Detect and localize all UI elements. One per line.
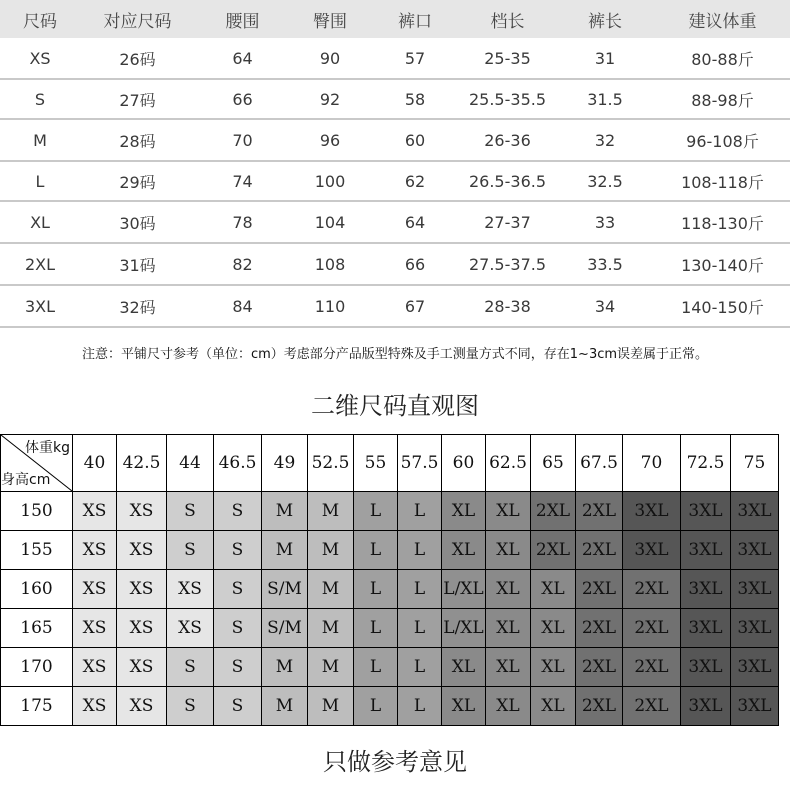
grid-row: [1, 570, 779, 609]
weight-header-cell: 75: [731, 435, 779, 492]
cell-hip: 108: [314, 254, 346, 274]
grid-size-cell: L: [354, 648, 398, 687]
cell-hip: 100: [314, 171, 346, 191]
size-table-row: [0, 80, 790, 120]
cell-suggested-weight: 108-118斤: [681, 172, 764, 192]
cell-leg-opening: 67: [404, 296, 426, 316]
cell-pants-length: 32.5: [587, 171, 623, 191]
cell-rise: 26-36: [484, 130, 531, 150]
grid-size-cell: XS: [117, 648, 167, 687]
grid-size-cell: XL: [442, 492, 486, 531]
cell-suggested-weight: 96-108斤: [686, 131, 759, 151]
grid-size-cell: 3XL: [681, 609, 731, 648]
grid-size-cell: 3XL: [731, 492, 779, 531]
footer-note: 只做参考意见: [323, 748, 467, 776]
grid-size-cell: M: [262, 492, 308, 531]
weight-header-cell: 46.5: [214, 435, 262, 492]
grid-row: [1, 687, 779, 726]
cell-size: L: [35, 171, 45, 191]
cell-rise: 27.5-37.5: [468, 254, 547, 274]
grid-size-cell: 3XL: [731, 609, 779, 648]
grid-size-cell: L: [398, 648, 442, 687]
cell-pants-length: 33: [594, 212, 616, 232]
cell-rise: 25.5-35.5: [468, 89, 547, 109]
grid-header-row: [1, 435, 779, 492]
grid-size-cell: 3XL: [681, 648, 731, 687]
size-table-row: [0, 286, 790, 328]
grid-size-cell: L: [398, 609, 442, 648]
grid-size-cell: L: [354, 687, 398, 726]
grid-size-cell: XL: [442, 687, 486, 726]
height-header-cell: 165: [1, 609, 73, 648]
grid-size-cell: XS: [117, 609, 167, 648]
cell-leg-opening: 62: [404, 171, 426, 191]
cell-waist: 70: [232, 130, 253, 150]
cell-leg-opening: 64: [404, 212, 426, 232]
cell-equivalent-size: 32码: [119, 297, 156, 317]
header-rise: 档长: [490, 11, 525, 32]
grid-size-cell: L: [354, 492, 398, 531]
cell-size: XS: [29, 48, 51, 68]
header-hip: 臀围: [313, 11, 347, 32]
weight-header-cell: 44: [167, 435, 214, 492]
cell-suggested-weight: 88-98斤: [691, 90, 754, 110]
grid-size-cell: XL: [531, 570, 576, 609]
grid-size-cell: XL: [442, 531, 486, 570]
cell-pants-length: 32: [594, 130, 616, 150]
grid-row: [1, 531, 779, 570]
grid-size-cell: XS: [73, 531, 117, 570]
size-table-row: [0, 162, 790, 202]
grid-size-cell: XS: [117, 687, 167, 726]
weight-header-cell: 57.5: [398, 435, 442, 492]
cell-waist: 74: [232, 171, 253, 191]
height-header-cell: 170: [1, 648, 73, 687]
grid-size-cell: XL: [486, 687, 531, 726]
cell-equivalent-size: 31码: [119, 255, 156, 275]
cell-suggested-weight: 130-140斤: [681, 255, 764, 275]
grid-size-cell: XS: [117, 531, 167, 570]
weight-header-cell: 49: [262, 435, 308, 492]
height-header-cell: 175: [1, 687, 73, 726]
weight-header-cell: 72.5: [681, 435, 731, 492]
grid-size-cell: L: [354, 531, 398, 570]
weight-header-cell: 60: [442, 435, 486, 492]
cell-hip: 90: [319, 48, 341, 68]
grid-size-cell: 2XL: [576, 492, 623, 531]
cell-size: 3XL: [24, 296, 56, 316]
grid-size-cell: L: [354, 570, 398, 609]
grid-size-cell: 3XL: [731, 687, 779, 726]
cell-size: 2XL: [24, 254, 56, 274]
cell-size: XL: [30, 212, 50, 232]
grid-size-cell: XS: [117, 570, 167, 609]
grid-size-cell: S: [214, 492, 262, 531]
grid-size-cell: S: [214, 570, 262, 609]
cell-size: M: [33, 130, 47, 150]
size-table-row: [0, 244, 790, 286]
grid-size-cell: XL: [531, 648, 576, 687]
size-table-header: [0, 0, 790, 38]
grid-size-cell: XL: [486, 492, 531, 531]
grid-size-cell: L: [398, 531, 442, 570]
grid-size-cell: M: [308, 492, 354, 531]
grid-size-cell: 3XL: [623, 492, 681, 531]
cell-waist: 82: [232, 254, 253, 274]
header-pants-length: 裤长: [588, 11, 622, 32]
size-grid: [0, 434, 779, 726]
header-size: 尺码: [23, 11, 57, 32]
cell-leg-opening: 58: [404, 89, 426, 109]
grid-size-cell: M: [308, 531, 354, 570]
grid-size-cell: XS: [167, 570, 214, 609]
weight-header-cell: 67.5: [576, 435, 623, 492]
grid-size-cell: 2XL: [623, 609, 681, 648]
size-table-row: [0, 38, 790, 80]
header-equivalent-size: 对应尺码: [103, 11, 172, 32]
grid-size-cell: 3XL: [681, 531, 731, 570]
grid-size-cell: 2XL: [623, 648, 681, 687]
grid-size-cell: 2XL: [576, 648, 623, 687]
grid-size-cell: S: [214, 687, 262, 726]
height-header-cell: 160: [1, 570, 73, 609]
size-table-row: [0, 202, 790, 244]
grid-row: [1, 492, 779, 531]
grid-size-cell: 2XL: [576, 531, 623, 570]
grid-size-cell: S: [214, 609, 262, 648]
grid-size-cell: L: [398, 492, 442, 531]
grid-size-cell: XS: [73, 570, 117, 609]
grid-size-cell: S: [167, 492, 214, 531]
grid-size-cell: M: [308, 609, 354, 648]
cell-pants-length: 34: [594, 296, 616, 316]
height-header-cell: 155: [1, 531, 73, 570]
cell-suggested-weight: 80-88斤: [691, 49, 754, 69]
cell-hip: 104: [314, 212, 346, 232]
weight-header-cell: 52.5: [308, 435, 354, 492]
grid-size-cell: 3XL: [681, 492, 731, 531]
weight-header-cell: 40: [73, 435, 117, 492]
cell-waist: 84: [232, 296, 253, 316]
grid-size-cell: XS: [167, 609, 214, 648]
cell-suggested-weight: 140-150斤: [681, 297, 764, 317]
grid-size-cell: L/XL: [442, 570, 486, 609]
grid-size-cell: XS: [117, 492, 167, 531]
cell-rise: 25-35: [484, 48, 531, 68]
cell-leg-opening: 66: [404, 254, 426, 274]
cell-rise: 26.5-36.5: [468, 171, 547, 191]
grid-size-cell: XS: [73, 492, 117, 531]
grid-corner-cell: [1, 435, 73, 492]
grid-size-cell: M: [308, 687, 354, 726]
header-leg-opening: 裤口: [398, 11, 432, 32]
height-header-cell: 150: [1, 492, 73, 531]
cell-waist: 66: [232, 89, 253, 109]
cell-pants-length: 33.5: [587, 254, 623, 274]
grid-size-cell: M: [308, 570, 354, 609]
weight-header-cell: 65: [531, 435, 576, 492]
cell-pants-length: 31: [594, 48, 616, 68]
grid-size-cell: M: [262, 687, 308, 726]
size-table: [0, 0, 790, 328]
grid-size-cell: L: [398, 687, 442, 726]
grid-size-cell: 3XL: [681, 570, 731, 609]
weight-header-cell: 42.5: [117, 435, 167, 492]
grid-size-cell: 2XL: [623, 687, 681, 726]
grid-body: [1, 492, 779, 726]
weight-header-cell: 70: [623, 435, 681, 492]
grid-size-cell: 3XL: [681, 687, 731, 726]
grid-size-cell: XL: [486, 531, 531, 570]
cell-equivalent-size: 29码: [119, 172, 156, 192]
grid-size-cell: S/M: [262, 609, 308, 648]
grid-size-cell: XL: [486, 648, 531, 687]
grid-size-cell: S: [167, 687, 214, 726]
grid-size-cell: S: [167, 531, 214, 570]
grid-title: 二维尺码直观图: [311, 392, 479, 420]
grid-size-cell: 2XL: [576, 687, 623, 726]
grid-size-cell: XL: [486, 570, 531, 609]
cell-size: S: [34, 89, 46, 109]
grid-size-cell: M: [262, 648, 308, 687]
grid-size-cell: 2XL: [576, 609, 623, 648]
grid-size-cell: 2XL: [531, 492, 576, 531]
header-waist: 腰围: [225, 11, 260, 32]
measurement-note: 注意：平铺尺寸参考（单位：cm）考虑部分产品版型特殊及手工测量方式不同，存在1~3cm误差属于正常。: [81, 347, 709, 362]
size-table-body: [0, 38, 790, 328]
grid-size-cell: L: [354, 609, 398, 648]
grid-size-cell: L: [398, 570, 442, 609]
grid-row: [1, 609, 779, 648]
weight-header-cell: 55: [354, 435, 398, 492]
cell-hip: 92: [319, 89, 341, 109]
grid-size-cell: XS: [73, 648, 117, 687]
grid-size-cell: M: [262, 531, 308, 570]
cell-pants-length: 31.5: [587, 89, 623, 109]
grid-size-cell: XL: [531, 609, 576, 648]
size-table-row: [0, 120, 790, 162]
grid-size-cell: S: [167, 648, 214, 687]
grid-size-cell: XL: [486, 609, 531, 648]
grid-size-cell: XS: [73, 687, 117, 726]
grid-size-cell: 2XL: [623, 570, 681, 609]
cell-waist: 64: [232, 48, 253, 68]
header-suggested-weight: 建议体重: [688, 11, 757, 32]
cell-hip: 96: [319, 130, 341, 150]
cell-rise: 27-37: [484, 212, 531, 232]
grid-size-cell: XL: [531, 687, 576, 726]
grid-size-cell: S: [214, 648, 262, 687]
grid-size-cell: 3XL: [731, 648, 779, 687]
cell-waist: 78: [232, 212, 253, 232]
grid-size-cell: 3XL: [731, 570, 779, 609]
cell-leg-opening: 57: [404, 48, 426, 68]
grid-size-cell: XL: [442, 648, 486, 687]
cell-equivalent-size: 26码: [119, 49, 156, 69]
grid-size-cell: L/XL: [442, 609, 486, 648]
grid-row: [1, 648, 779, 687]
grid-size-cell: S/M: [262, 570, 308, 609]
cell-rise: 28-38: [484, 296, 531, 316]
cell-equivalent-size: 28码: [119, 131, 156, 151]
grid-size-cell: 2XL: [576, 570, 623, 609]
cell-suggested-weight: 118-130斤: [681, 213, 764, 233]
grid-size-cell: 3XL: [623, 531, 681, 570]
cell-hip: 110: [314, 296, 346, 316]
corner-height-label: 身高cm: [1, 472, 51, 488]
grid-size-cell: M: [308, 648, 354, 687]
grid-size-cell: 2XL: [531, 531, 576, 570]
grid-size-cell: S: [214, 531, 262, 570]
grid-size-cell: 3XL: [731, 531, 779, 570]
cell-equivalent-size: 30码: [119, 213, 156, 233]
weight-header-cell: 62.5: [486, 435, 531, 492]
grid-size-cell: XS: [73, 609, 117, 648]
cell-leg-opening: 60: [404, 130, 426, 150]
cell-equivalent-size: 27码: [119, 90, 156, 110]
corner-weight-label: 体重kg: [25, 440, 70, 456]
